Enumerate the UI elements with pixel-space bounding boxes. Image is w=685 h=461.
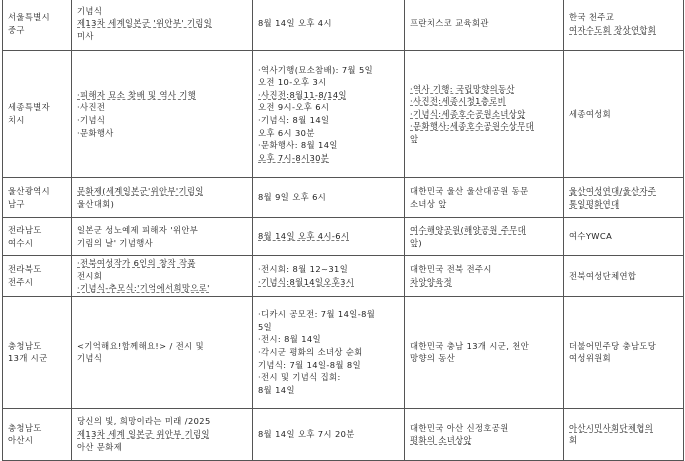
venue-cell [405,256,564,297]
host-text: 전북여성단체연합 [569,270,637,281]
region-text: 충청남도 [8,422,42,433]
venue-text: 대한민국 울산 울산대공원 동문 [410,185,529,196]
event-text: 기념식 [77,5,103,16]
event-text: 미사 [77,30,94,41]
venue-text: 소녀상 앞 [410,198,447,209]
event-text: ·피해자 묘소 찾배 및 역사 기행 [77,89,197,100]
venue-cell [405,0,564,51]
host-cell [564,218,684,256]
datetime-text: ·전시: 8월 14일 [258,334,322,345]
region-text: 치시 [8,115,25,125]
event-text: 기념식 [77,353,103,364]
table-row [3,51,684,178]
venue-cell [405,51,564,178]
datetime-cell [253,0,405,51]
event-cell [72,178,253,218]
venue-text: 대한민국 아산 신정호공원 [410,422,509,433]
host-cell [564,51,684,178]
event-cell [72,296,253,408]
host-cell [564,0,684,51]
event-cell [72,256,253,297]
datetime-text: ·사진전:8월11-8/14일 [258,89,347,100]
host-text: 여수YWCA [569,231,613,242]
region-cell [3,408,72,460]
venue-text: 차앙양육정 [410,276,453,287]
datetime-text: 8월 14일 오후 4시 [258,18,332,29]
region-cell [3,178,72,218]
event-text: 울산대회) [77,198,115,209]
event-text: 당신의 빛, 희망이라는 미래 /2025 [77,416,211,427]
venue-text: 프란치스코 교육회관 [410,18,489,29]
table-row [3,178,684,218]
datetime-text: ·전시회: 8월 12~31일 [258,264,349,275]
host-cell [564,178,684,218]
host-cell [564,256,684,297]
table-row [3,256,684,297]
datetime-text: 오후 6시 30분 [258,127,315,138]
venue-text: ·사진전:세종시청1층로비 [410,96,507,107]
region-text: 전주시 [8,276,34,287]
datetime-text: ·각시군 평화의 소녀상 순회 [258,346,363,357]
datetime-text: ·문화행사: 8월 14일 [258,140,338,151]
event-text: ·기념식-추모식:'기억에서희망으로' [77,283,210,294]
region-text: 전라남도 [8,224,42,235]
region-cell [3,256,72,297]
event-text: 일본군 성노예제 피해자 '위안부 [77,224,199,235]
event-text: ·문화행사 [77,127,114,138]
datetime-text: ·전시 및 기념식 집회: [258,372,341,383]
region-text: 여수시 [8,237,34,248]
host-text: 회 [569,435,578,446]
datetime-cell [253,408,405,460]
venue-text: 대한민국 전북 전주시 [410,264,492,275]
venue-cell [405,178,564,218]
venue-text: ·역사 기행: 국립망향의동산 [410,83,515,94]
host-text: 한국 천주교 [569,11,615,22]
datetime-text: ·디카시 공모전: 7월 14일-8월 [258,309,376,320]
venue-text: 망향의 동산 [410,353,456,364]
region-text: 13개 시군 [8,353,48,364]
datetime-cell [253,178,405,218]
table-row [3,218,684,256]
venue-cell [405,218,564,256]
datetime-text: ·기념식:8월14일오후3시 [258,276,355,287]
venue-cell [405,296,564,408]
event-schedule-table [2,0,684,461]
host-text: 통일평화연대 [569,198,620,209]
host-text: 더불어민주당 충남도당 [569,340,657,351]
datetime-text: 8월 14일 [258,384,295,395]
event-text: ·기념식 [77,115,106,125]
datetime-text: ·기념식: 8월 14일 [258,115,330,125]
datetime-text: 8월 14일 오후 7시 20분 [258,428,355,439]
table-row [3,408,684,460]
datetime-text: 8월 9일 오후 6시 [258,192,327,203]
venue-text: 평화의 소녀상앞 [410,435,472,446]
table-row [3,0,684,51]
host-cell [564,296,684,408]
region-text: 남구 [8,198,25,209]
region-cell [3,51,72,178]
event-cell [72,218,253,256]
datetime-cell [253,296,405,408]
host-text: 아산시민사회단체협의 [569,422,654,433]
event-cell [72,51,253,178]
host-text: 여자수도회 장상연합회 [569,24,657,35]
datetime-text: 8월 14일 오후 4시-6시 [258,231,350,242]
event-text: 기림의 날' 기념행사 [77,237,154,248]
event-text: ·사진전 [77,102,106,113]
host-cell [564,408,684,460]
venue-text: 대한민국 충남 13개 시군, 천안 [410,340,530,351]
datetime-text: 오전 9시-오후 6시 [258,102,330,113]
region-text: 세종특별자 [8,102,51,113]
venue-text: 앞) [410,237,423,248]
event-text: 제13차 세계일본군 '위안부' 기림일 [77,18,213,29]
venue-text: 앞 [410,133,419,144]
datetime-cell [253,218,405,256]
datetime-text: 기념식: 7월 14일-8월 8일 [258,359,361,370]
event-text: 제13차 세계 일본군 위안부 기림일 [77,428,210,439]
venue-text: 여수해양공원(해양공원 주무대 [410,224,527,235]
event-text: ·전북여성작가 6인의 창작 작품 [77,258,196,268]
region-text: 울산광역시 [8,185,51,196]
datetime-text: ·역사기행(묘소참배): 7월 5일 [258,64,374,75]
table-row [3,296,684,408]
venue-cell [405,408,564,460]
datetime-cell [253,51,405,178]
host-text: 여성위원회 [569,353,612,364]
region-text: 전라북도 [8,264,42,275]
event-cell [72,408,253,460]
host-text: 울산여성연대/울산자주 [569,185,657,196]
venue-text: ·기념식:세종호수공원소녀상앞 [410,108,526,119]
event-cell [72,0,253,51]
event-text: 아산 문화제 [77,441,123,452]
datetime-cell [253,256,405,297]
event-text: 문화제(세계일본군'위안부'기림일 [77,185,204,196]
region-cell [3,0,72,51]
datetime-text: 오전 10-오후 3시 [258,77,327,88]
region-cell [3,296,72,408]
event-text: <기억해요!함께해요!> / 전시 및 [77,340,205,351]
region-text: 중구 [8,24,25,35]
datetime-text: 오후 7시-8시30분 [258,152,330,163]
region-text: 아산시 [8,435,34,446]
event-text: 전시회 [77,270,103,281]
datetime-text: 5일 [258,321,273,332]
venue-text: ·문화행사:세종호수공원수상무대 [410,121,535,132]
region-cell [3,218,72,256]
host-text: 세종여성회 [569,108,612,119]
region-text: 충청남도 [8,340,42,351]
region-text: 서울특별시 [8,11,51,22]
